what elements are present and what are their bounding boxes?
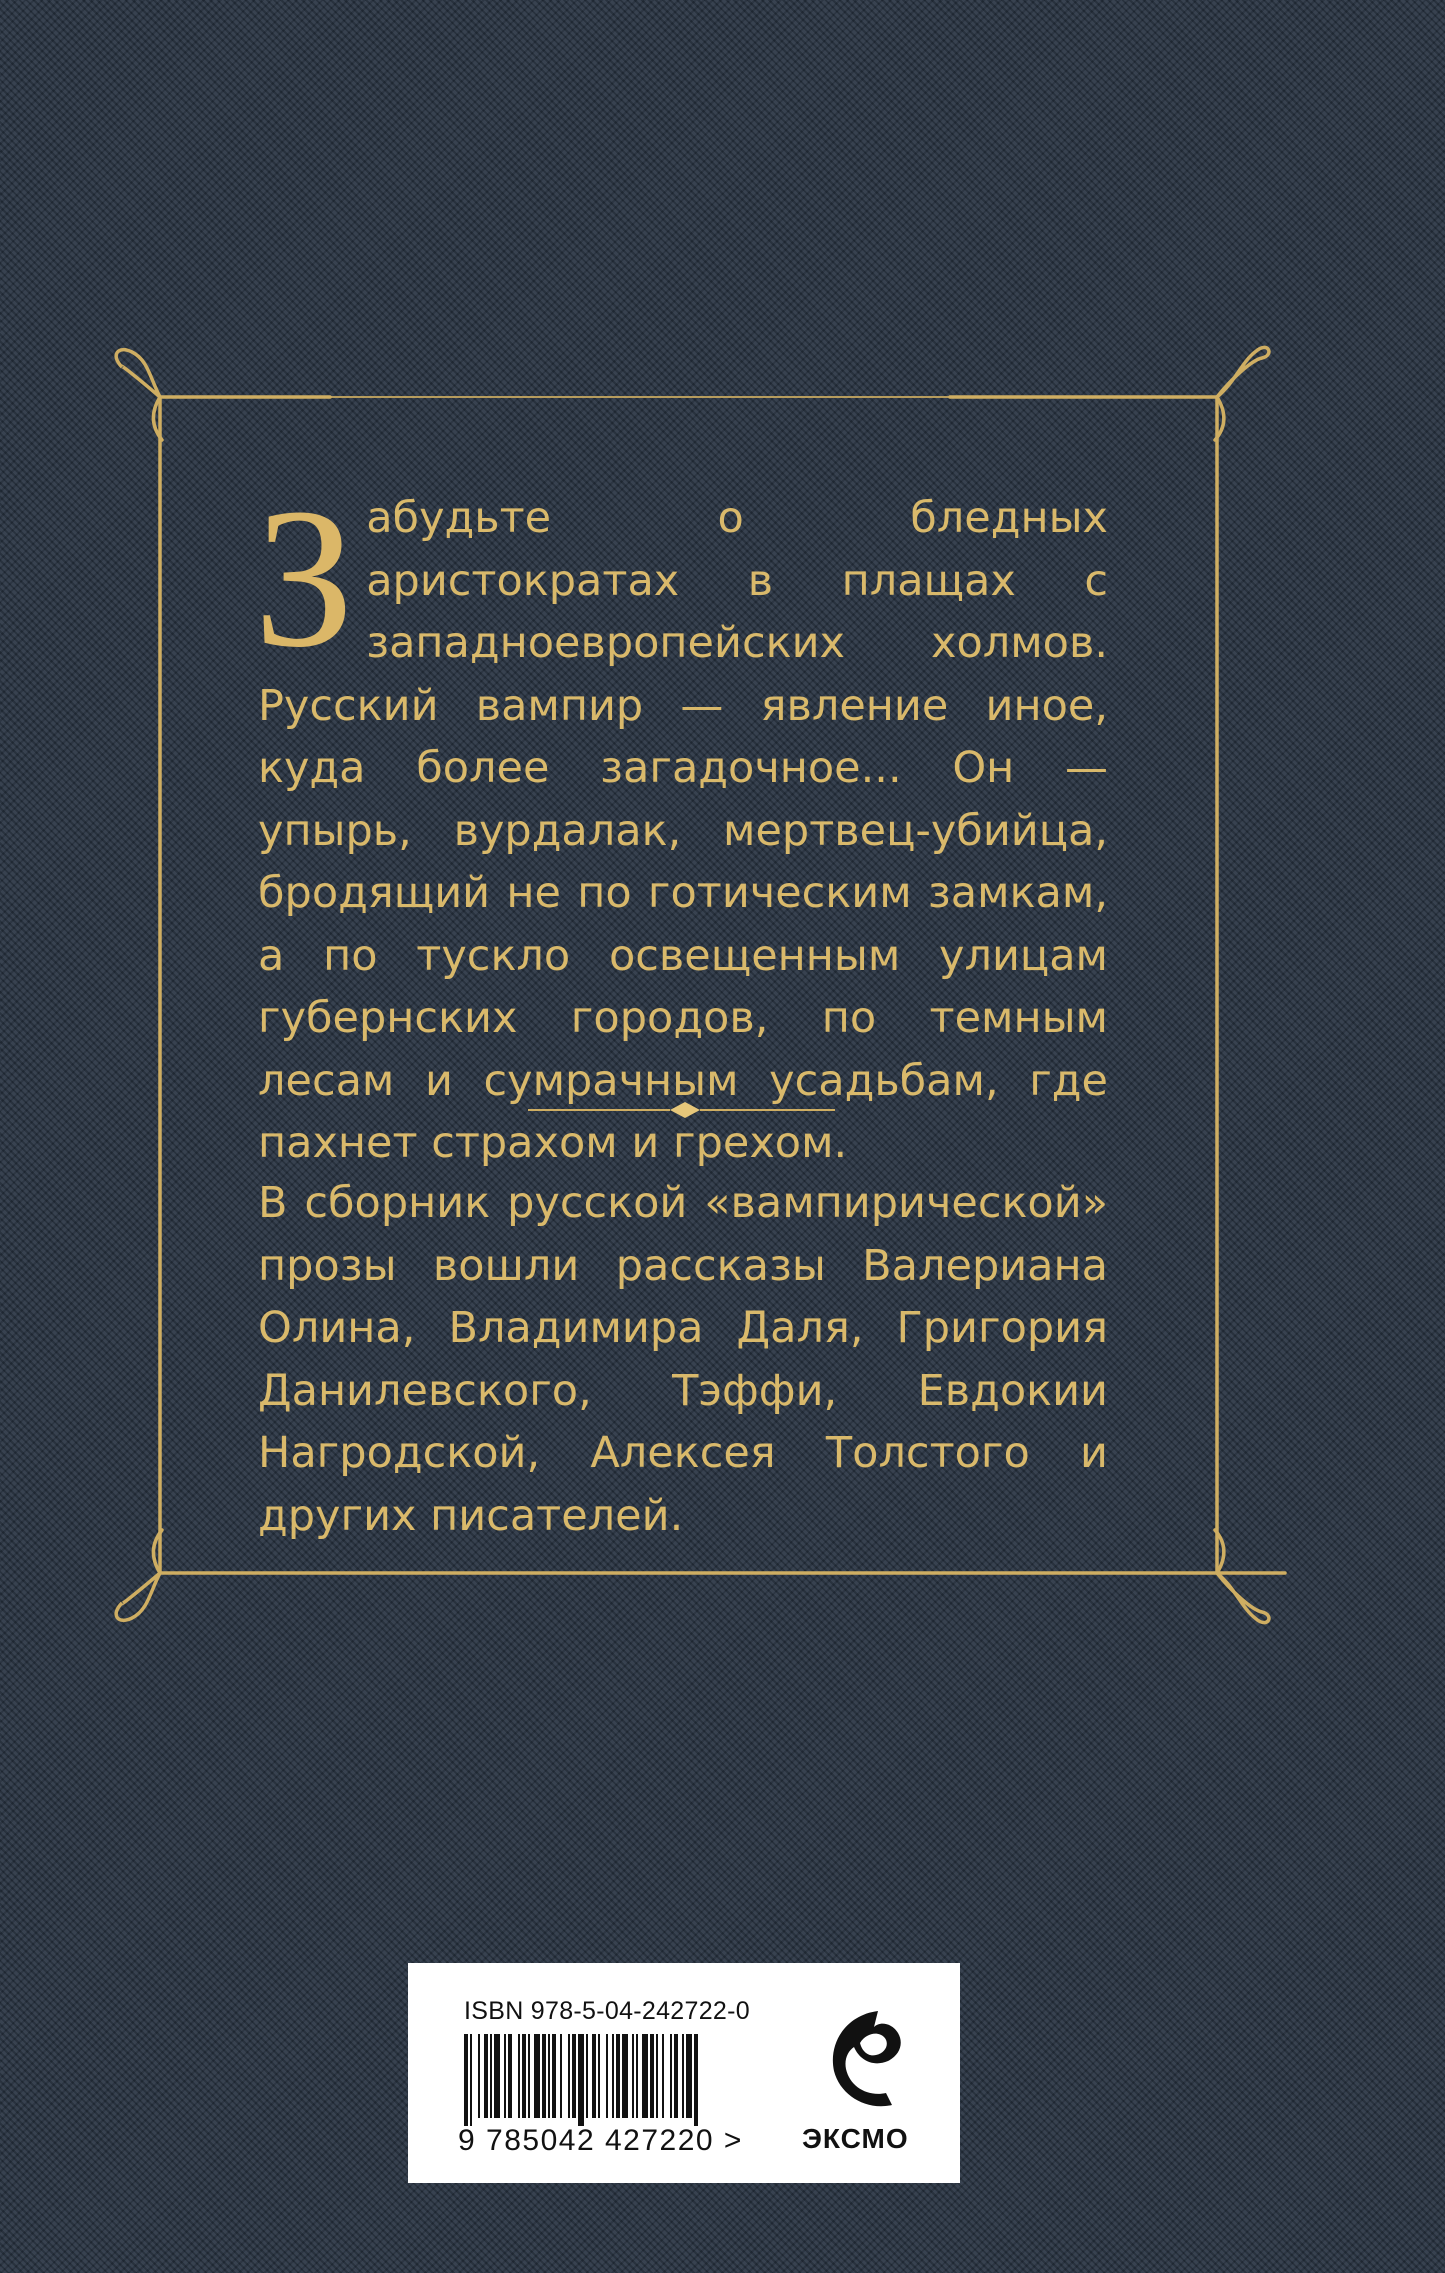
barcode-bar (642, 2034, 648, 2118)
barcode-bar (508, 2034, 512, 2118)
barcode-bar (542, 2034, 546, 2118)
barcode-bar (552, 2034, 556, 2118)
barcode-bar (632, 2034, 634, 2118)
barcode-bar (578, 2034, 584, 2126)
barcode-bar (534, 2034, 540, 2118)
barcode-bar (522, 2034, 526, 2118)
barcode-bar (598, 2034, 600, 2118)
barcode-bar (518, 2034, 520, 2118)
barcode-bar (670, 2034, 672, 2118)
barcode-panel (408, 1963, 960, 2183)
barcode-bar (464, 2034, 468, 2126)
barcode-bar (548, 2034, 550, 2118)
barcode-bars (464, 2034, 764, 2126)
barcode-bar (674, 2034, 678, 2118)
barcode-bar (572, 2034, 576, 2118)
barcode-bar (662, 2034, 664, 2118)
barcode-bar (686, 2034, 692, 2118)
barcode-bar (560, 2034, 562, 2118)
barcode-bar (470, 2034, 472, 2126)
description-paragraph-1-text: абудьте о бледных аристократах в плащах с западноевропейских холмов. Русский вампир — явление иное, куда более загадочное... Он — упырь, вурдалак, мертвец-убийца, бродящий не по готическим замкам, а по тускло освещенным улицам губернских городов, по темным лесам и сумрачным усадьбам, где пахнет страхом и грехом. (258, 493, 1108, 1168)
barcode-bar (650, 2034, 654, 2118)
barcode-digits: 9 785042 427220 > (458, 2124, 743, 2157)
barcode-bar (586, 2034, 588, 2118)
barcode-bar (682, 2034, 684, 2118)
drop-cap-letter: З (254, 468, 355, 689)
isbn-label: ISBN 978-5-04-242722-0 (464, 1997, 750, 2025)
barcode-bar (490, 2034, 492, 2118)
barcode-bar (528, 2034, 530, 2118)
description-paragraph-2: В сборник русской «вампирической» прозы вошли рассказы Валериана Олина, Владимира Даля, Григория Данилевского, Тэффи, Евдокии Нагродской, Алексея Толстого и других писателей. (258, 1178, 1108, 1541)
barcode-bar (694, 2034, 698, 2126)
barcode-bar (622, 2034, 628, 2118)
barcode-bar (494, 2034, 500, 2118)
barcode-bar (592, 2034, 596, 2118)
barcode-bar (484, 2034, 488, 2118)
barcode-bar (616, 2034, 620, 2118)
barcode-bar (504, 2034, 506, 2118)
barcode-bar (612, 2034, 614, 2118)
barcode-bar (568, 2034, 570, 2118)
publisher-name: ЭКСМО (802, 2123, 909, 2154)
description-paragraph-1 (254, 468, 1108, 1175)
barcode-bar (478, 2034, 480, 2118)
barcode-bar (636, 2034, 638, 2118)
barcode-bar (656, 2034, 658, 2118)
barcode-bar (606, 2034, 608, 2118)
eksmo-logo-icon (816, 2003, 916, 2118)
